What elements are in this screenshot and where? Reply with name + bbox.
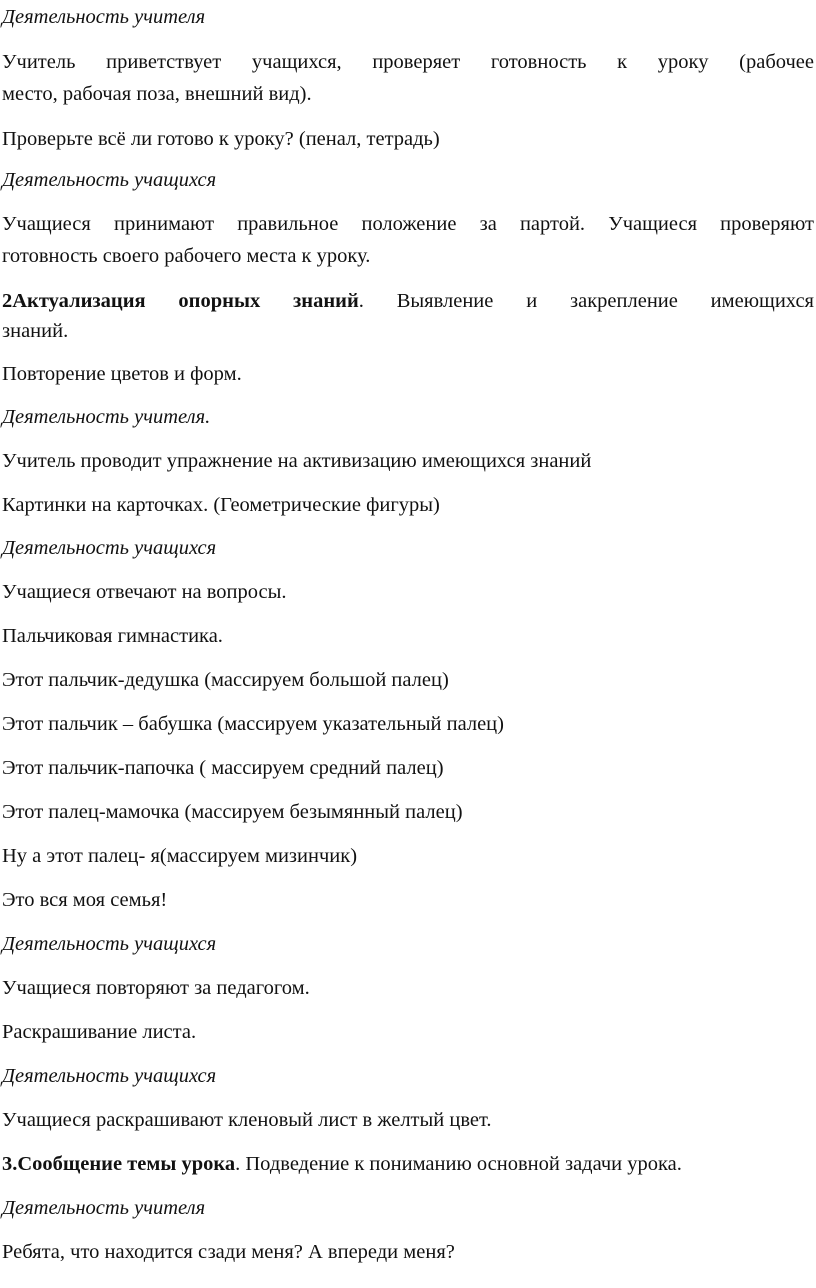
section-subtitle: . Выявление и закрепление имеющихся: [358, 290, 814, 312]
paragraph-line: готовность своего рабочего места к уроку.: [2, 245, 371, 267]
role-heading-students: Деятельность учащихся: [2, 537, 217, 559]
section-heading-2: [2, 284, 814, 318]
role-heading-students: Деятельность учащихся: [2, 169, 217, 191]
section-number: 2: [2, 290, 13, 312]
rhyme-line: Этот пальчик-папочка ( массируем средний палец): [2, 757, 444, 779]
role-heading-teacher: Деятельность учителя: [2, 6, 206, 28]
section-subtitle: . Подведение к пониманию основной задачи урока.: [235, 1153, 682, 1175]
rhyme-line: Этот пальчик – бабушка (массируем указательный палец): [2, 713, 504, 735]
paragraph: Картинки на карточках. (Геометрические фигуры): [2, 494, 440, 516]
role-heading-teacher: Деятельность учителя.: [2, 406, 211, 428]
paragraph: Проверьте всё ли готово к уроку? (пенал, тетрадь): [2, 128, 440, 150]
rhyme-line: Этот пальчик-дедушка (массируем большой палец): [2, 669, 449, 691]
role-heading-students: Деятельность учащихся: [2, 1065, 217, 1087]
paragraph: Учитель проводит упражнение на активизацию имеющихся знаний: [2, 450, 592, 472]
section-number: 3.: [2, 1153, 18, 1175]
paragraph: Повторение цветов и форм.: [2, 363, 242, 385]
paragraph: Учащиеся отвечают на вопросы.: [2, 581, 287, 603]
paragraph-line: место, рабочая поза, внешний вид).: [2, 83, 312, 105]
paragraph: Пальчиковая гимнастика.: [2, 625, 223, 647]
section-subtitle-continuation: знаний.: [2, 320, 69, 342]
rhyme-line: Ну а этот палец- я(массируем мизинчик): [2, 845, 358, 867]
rhyme-line: Это вся моя семья!: [2, 889, 168, 911]
paragraph: Учащиеся повторяют за педагогом.: [2, 977, 310, 999]
paragraph: Ребята, что находится сзади меня? А впереди меня?: [2, 1241, 455, 1263]
paragraph-line: Учащиеся принимают правильное положение за партой. Учащиеся проверяют: [2, 213, 814, 235]
section-title: Актуализация опорных знаний: [12, 290, 359, 312]
paragraph-line: Учитель приветствует учащихся, проверяет готовность к уроку (рабочее: [2, 51, 814, 73]
paragraph: Раскрашивание листа.: [2, 1021, 197, 1043]
section-heading-3: [2, 1147, 814, 1181]
role-heading-teacher: Деятельность учителя: [2, 1197, 206, 1219]
section-title: Сообщение темы урока: [17, 1153, 236, 1175]
paragraph: Учащиеся раскрашивают кленовый лист в желтый цвет.: [2, 1109, 492, 1131]
rhyme-line: Этот палец-мамочка (массируем безымянный палец): [2, 801, 463, 823]
role-heading-students: Деятельность учащихся: [2, 933, 217, 955]
